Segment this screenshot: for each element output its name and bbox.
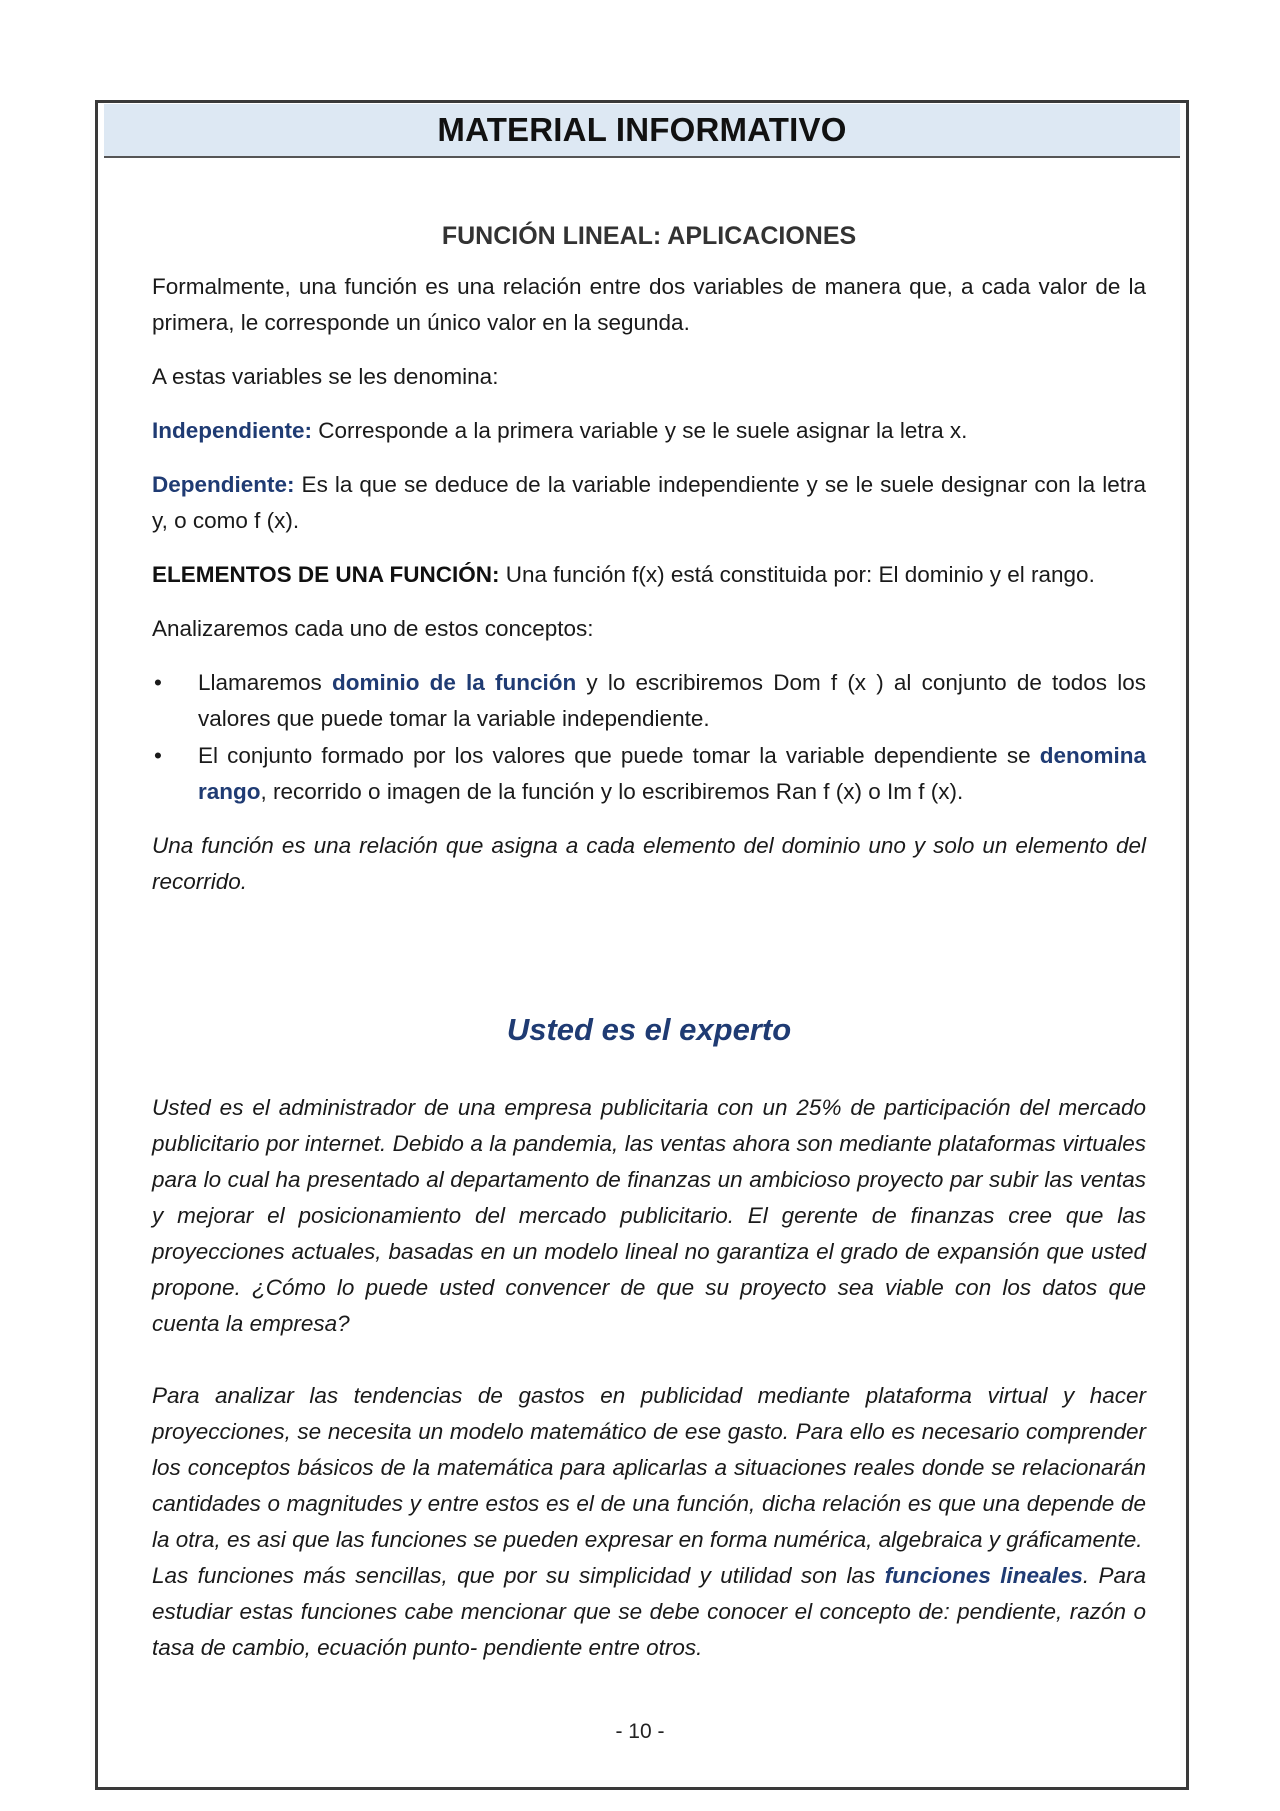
item2-before: El conjunto formado por los valores que puede tomar la variable dependiente se <box>198 743 1040 768</box>
linear-functions-term: funciones lineales <box>884 1563 1083 1588</box>
independent-term: Independiente: <box>152 418 313 443</box>
item1-after: y lo escribiremos Dom f (x ) al conjunto de todos los valores que puede tomar la variable independiente. <box>198 670 1146 731</box>
analyze-paragraph: Analizaremos cada uno de estos conceptos: <box>152 616 594 641</box>
denominate-paragraph: A estas variables se les denomina: <box>152 364 499 389</box>
concepts-list <box>152 665 1146 810</box>
dependent-term: Dependiente: <box>152 472 295 497</box>
independent-text: Corresponde a la primera variable y se le suele asignar la letra x. <box>312 418 968 443</box>
list-item <box>152 738 1146 810</box>
header-band <box>104 104 1180 158</box>
page-title: MATERIAL INFORMATIVO <box>437 111 847 148</box>
expert-section-title: Usted es el experto <box>506 1012 792 1047</box>
dependent-text: Es la que se deduce de la variable independiente y se le suele designar con la letra y, o como f (x). <box>152 472 1146 533</box>
item2-after: , recorrido o imagen de la función y lo escribiremos Ran f (x) o Im f (x). <box>260 779 964 804</box>
main-content <box>152 222 1146 1666</box>
elements-text: Una función f(x) está constituida por: El dominio y el rango. <box>499 562 1095 587</box>
closing-after: . Para estudiar estas funciones cabe mencionar que se debe conocer el concepto de: pendiente, razón o tasa de cambio, ecuación punto- pendiente entre otros. <box>152 1563 1147 1660</box>
dependent-paragraph <box>152 467 1146 539</box>
closing-before: Las funciones más sencillas, que por su simplicidad y utilidad son las <box>152 1563 885 1588</box>
closing-paragraph <box>152 1558 1146 1666</box>
list-item <box>152 665 1146 737</box>
independent-paragraph <box>152 413 1146 449</box>
elements-term: ELEMENTOS DE UNA FUNCIÓN: <box>152 562 500 587</box>
analysis-paragraph: Para analizar las tendencias de gastos en publicidad mediante plataforma virtual y hacer proyecciones, se necesita un modelo matemático de ese gasto. Para ello es necesario comprender los conceptos básicos de la matemática para aplicarlas a situaciones reales donde se relacionarán cantidades o magnitudes y entre estos es el de una función, dicha relación es que una depende de la otra, es asi que las funciones se pueden expresar en forma numérica, algebraica y gráficamente. <box>152 1383 1146 1552</box>
range-term: denomina rango <box>198 743 1146 804</box>
bullet-icon: • <box>154 670 162 695</box>
section-subtitle: FUNCIÓN LINEAL: APLICACIONES <box>441 222 857 250</box>
scenario-paragraph: Usted es el administrador de una empresa publicitaria con un 25% de participación del mercado publicitario por internet. Debido a la pandemia, las ventas ahora son mediante plataformas virtuales para lo cual ha presentado al departamento de finanzas un ambicioso proyecto par subir las ventas y mejorar el posicionamiento del mercado publicitario. El gerente de finanzas cree que las proyecciones actuales, basadas en un modelo lineal no garantiza el grado de expansión que usted propone. ¿Cómo lo puede usted convencer de que su proyecto sea viable con los datos que cuenta la empresa? <box>152 1095 1146 1336</box>
elements-paragraph <box>152 557 1146 593</box>
bullet-icon: • <box>154 743 162 768</box>
domain-term: dominio de la función <box>331 670 577 695</box>
page-number: - 10 - <box>615 1720 665 1743</box>
definition-paragraph: Una función es una relación que asigna a cada elemento del dominio uno y solo un elemento del recorrido. <box>152 833 1146 894</box>
intro-paragraph: Formalmente, una función es una relación entre dos variables de manera que, a cada valor de la primera, le corresponde un único valor en la segunda. <box>152 274 1146 335</box>
item1-before: Llamaremos <box>198 670 332 695</box>
